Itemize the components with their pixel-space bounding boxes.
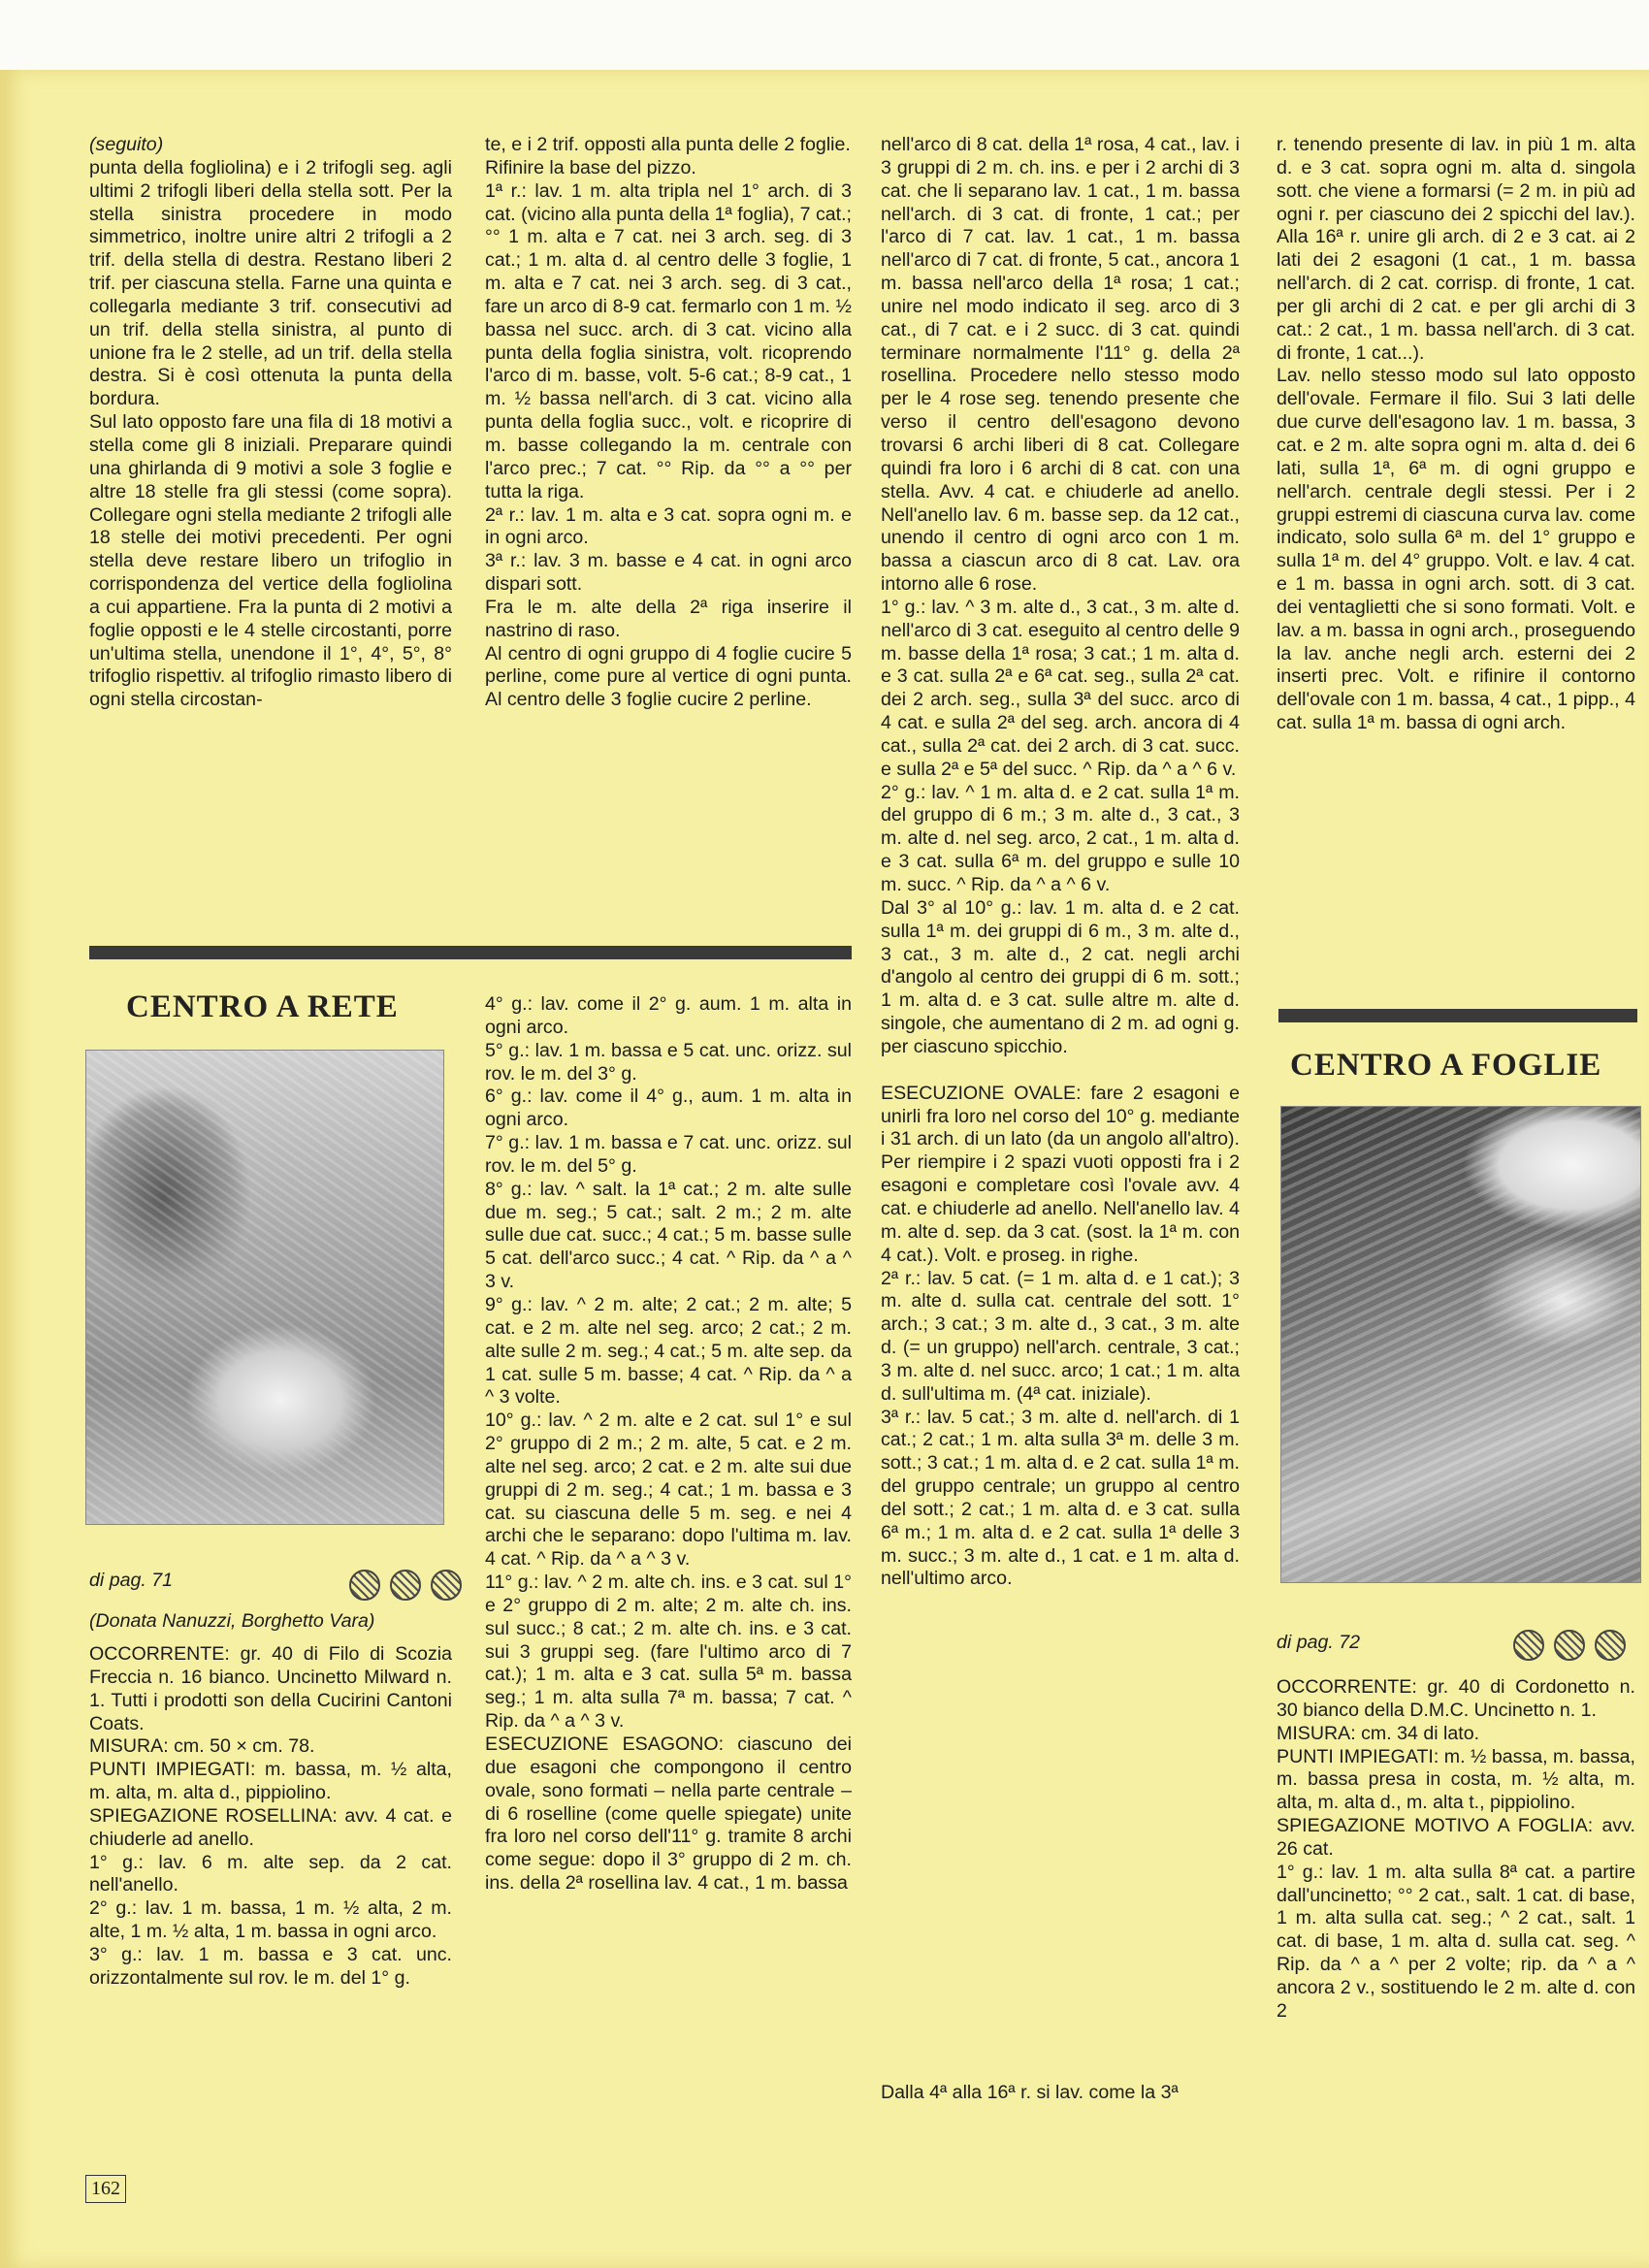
paragraph: 3° g.: lav. 1 m. bassa e 3 cat. unc. orizzontalmente sul rov. le m. del 1° g.	[89, 1943, 452, 1989]
paragraph: Al centro di ogni gruppo di 4 foglie cucire 5 perline, come pure al vertice di ogni punta. Al centro delle 3 foglie cucire 2 perline.	[485, 642, 852, 711]
section-rule	[89, 946, 852, 959]
paragraph: 5° g.: lav. 1 m. bassa e 5 cat. unc. orizz. sul rov. le m. del 3° g.	[485, 1039, 852, 1085]
paragraph: te, e i 2 trif. opposti alla punta delle 2 foglie.	[485, 134, 851, 155]
continuation-column-2	[485, 134, 852, 712]
centro-rete-rounds	[485, 993, 852, 2157]
paragraph: 1° g.: lav. ^ 3 m. alte d., 3 cat., 3 m. alte d. nell'arco di 3 cat. eseguito al centro delle 9 m. basse della 1ª rosa; 3 cat.; 1 m. alta d. e 3 cat. sulla 2ª e 6ª cat. seg., sulla 2ª cat. dei 2 arch. seg., sulla 3ª del succ. arco di 4 cat. e sulla 2ª del seg. arch. ancora di 4 cat., sulla 2ª cat. dei 2 arch. di 3 cat. succ. e sulla 2ª e 5ª del succ. ^ Rip. da ^ a ^ 6 v.	[881, 596, 1240, 780]
centro-rete-instructions	[89, 1643, 452, 2167]
centro-foglie-instructions	[1277, 1676, 1635, 2171]
paragraph: Lav. nello stesso modo sul lato opposto dell'ovale. Fermare il filo. Sui 3 lati delle due curve dell'esagono lav. 1 m. bassa, 3 cat. e 2 m. alte sopra ogni m. alta d. dei 6 lati, sulla 1ª, 6ª m. di ogni gruppo e nell'arch. centrale degli stessi. Per i 2 gruppi estremi di ciascuna curva lav. come indicato, solo sulla 6ª m. del 1° gruppo e sulla 1ª m. del 4° gruppo. Volt. e lav. 4 cat. e 1 m. bassa in ogni arch. sott. di 3 cat. dei ventaglietti che si sono formati. Volt. e lav. a m. bassa in ogni arch., proseguendo la lav. anche negli arch. esterni dei 2 inserti prec. Volt. e rifinire il contorno dell'ovale con 1 m. bassa, 4 cat., 1 pipp., 4 cat. sulla 1ª m. bassa di ogni arch.	[1277, 365, 1635, 734]
paragraph: 6° g.: lav. come il 4° g., aum. 1 m. alta in ogni arco.	[485, 1085, 852, 1131]
paragraph: 9° g.: lav. ^ 2 m. alte; 2 cat.; 2 m. alte; 5 cat. e 2 m. alte nel seg. arco; 2 cat.; 2 m. alte sulle 2 m. seg.; 4 cat.; 5 m. alte sep. da 1 cat. sulle 5 m. basse; 4 cat. ^ Rip. da ^ a ^ 3 volte.	[485, 1293, 852, 1409]
page-reference: di pag. 72	[1277, 1632, 1361, 1653]
paragraph: 10° g.: lav. ^ 2 m. alte e 2 cat. sul 1° e sul 2° gruppo di 2 m.; 2 m. alte, 5 cat. e 2 m. alte nel seg. arco; 2 cat. e 2 m. alte sui due gruppi di 2 m. seg.; 4 cat.; 1 m. bassa e 3 cat. su ciascuna delle 5 m. seg. e nei 4 archi che le separano: dopo l'ultima m. lav. 4 cat. ^ Rip. da ^ a ^ 3 v.	[485, 1409, 852, 1571]
paragraph: SPIEGAZIONE ROSELLINA: avv. 4 cat. e chiuderle ad anello.	[89, 1804, 452, 1850]
continuation-column-1	[89, 134, 452, 712]
section-title-centro-a-rete: CENTRO A RETE	[126, 989, 399, 1024]
section-rule	[1278, 1009, 1637, 1022]
hexagon-column-end	[881, 2082, 1240, 2105]
section-title-centro-a-foglie: CENTRO A FOGLIE	[1290, 1048, 1602, 1083]
paragraph: nell'arco di 8 cat. della 1ª rosa, 4 cat., lav. i 3 gruppi di 2 m. ch. ins. e per i 2 archi di 3 cat. che li separano lav. 1 cat., 1 m. bassa nell'arch. di 3 cat. di fronte, 1 cat.; per l'arco di 7 cat. lav. 1 cat., 1 m. bassa nell'arco di 7 cat. di fronte, 5 cat., ancora 1 m. bassa nell'arco della 1ª rosa; 1 cat.; unire nel modo indicato il seg. arco di 3 cat., di 7 cat. e i 2 succ. di 3 cat. quindi terminare normalmente l'11° g. della 2ª rosellina. Procedere nello stesso modo per le 4 rose seg. tenendo presente che verso il centro dell'esagono devono trovarsi 6 archi liberi di 8 cat. Collegare quindi fra loro i 6 archi di 8 cat. con una stella. Avv. 4 cat. e chiuderle ad anello. Nell'anello lav. 6 m. basse sep. da 12 cat., unendo il centro di ogni arco con 1 m. bassa a ciascun arco di 8 cat. Lav. ora intorno alle 6 rose.	[881, 134, 1240, 596]
paragraph: ESECUZIONE ESAGONO: ciascuno dei due esagoni che compongono il centro ovale, sono formati – nella parte centrale – di 6 roselline (come quelle spiegate) unite fra loro nel corso dell'11° g. tramite 8 archi come segue: dopo il 3° gruppo di 2 m. ch. ins. della 2ª rosellina lav. 4 cat., 1 m. bassa	[485, 1733, 852, 1895]
ball-of-yarn-icon	[1554, 1630, 1585, 1661]
difficulty-rating	[1513, 1630, 1626, 1661]
paragraph: 8° g.: lav. ^ salt. la 1ª cat.; 2 m. alte sulle due m. seg.; 5 cat.; salt. 2 m.; 2 m. alte sulle due cat. succ.; 4 cat.; 5 m. basse sulle 5 cat. dell'arco succ.; 4 cat. ^ Rip. da ^ a ^ 3 v.	[485, 1178, 852, 1293]
doily-photo	[85, 1050, 444, 1525]
paragraph: r. tenendo presente di lav. in più 1 m. alta d. e 3 cat. sopra ogni m. alta d. singola sott. che viene a formarsi (= 2 m. in più ad ogni r. per ciascuno dei 2 spicchi del lav.). Alla 16ª r. unire gli arch. di 2 e 3 cat. ai 2 lati dei 2 esagoni (1 cat., 1 m. bassa nell'arch. di 2 cat. corrisp. di fronte, 1 cat. per gli archi di 2 cat. e per gli archi di 3 cat.: 2 cat., 1 m. bassa nell'arch. di 3 cat. di fronte, 1 cat...).	[1277, 134, 1635, 364]
oval-column	[1277, 134, 1635, 968]
paragraph: Dalla 4ª alla 16ª r. si lav. come la 3ª	[881, 2082, 1179, 2103]
page-reference: di pag. 71	[89, 1570, 174, 1591]
ball-of-yarn-icon	[431, 1570, 462, 1601]
paragraph: 1° g.: lav. 6 m. alte sep. da 2 cat. nell'anello.	[89, 1851, 452, 1896]
paragraph: Dal 3° al 10° g.: lav. 1 m. alta d. e 2 cat. sulla 1ª m. dei gruppi di 6 m., 3 m. alte d., 3 cat., 3 m. alte d., 2 cat. negli archi d'angolo al centro dei gruppi di 6 m. sott.; 1 m. alta d. e 3 cat. sulle altre m. alte d. singole, che aumentano di 2 m. ad ogni g. per ciascuno spicchio.	[881, 896, 1240, 1057]
paragraph: Rifinire la base del pizzo.	[485, 156, 696, 178]
paragraph: punta della fogliolina) e i 2 trifogli seg. agli ultimi 2 trifogli liberi della stella sott. Per la stella sinistra procedere in modo simmetrico, inoltre unire altri 2 trifogli a 2 trif. della stella di destra. Restano liberi 2 trif. per ciascuna stella. Farne una quinta e collegarla mediante 3 trif. consecutivi ad un trif. della stella sinistra, al punto di unione fra le 2 stelle, ad un trif. della stella destra. Si è così ottenuta la punta della bordura.	[89, 156, 452, 410]
paragraph: 2ª r.: lav. 1 m. alta e 3 cat. sopra ogni m. e in ogni arco.	[485, 503, 852, 549]
paragraph: 1° g.: lav. 1 m. alta sulla 8ª cat. a partire dall'uncinetto; °° 2 cat., salt. 1 cat. di base, 1 m. alta sulla cat. seg.; ^ 2 cat., salt. 1 cat. di base, 1 m. alta d. sulla cat. seg. ^ Rip. da ^ a ^ per 2 volte; rip. da ^ a ^ ancora 2 v., sostituendo le 2 m. alte d. con 2	[1277, 1861, 1635, 2022]
paragraph: PUNTI IMPIEGATI: m. ½ bassa, m. bassa, m. bassa presa in costa, m. ½ alta, m. alta, m. alta d., m. alta t., pippiolino.	[1277, 1745, 1635, 1814]
hexagon-column	[881, 134, 1240, 1590]
paragraph: OCCORRENTE: gr. 40 di Cordonetto n. 30 bianco della D.M.C. Uncinetto n. 1.	[1277, 1676, 1635, 1721]
paragraph: 1ª r.: lav. 1 m. alta tripla nel 1° arch. di 3 cat. (vicino alla punta della 1ª foglia), 7 cat.; °° 1 m. alta e 7 cat. nei 3 arch. seg. di 3 cat.; 1 m. alta d. al centro delle 3 foglie, 1 m. alta e 7 cat. nei 3 arch. seg. di 3 cat., fare un arco di 8-9 cat. fermarlo con 1 m. ½ bassa nel succ. arch. di 3 cat. vicino alla punta della foglia sinistra, volt. ricoprendo l'arco di m. basse, volt. 5-6 cat.; 8-9 cat., 1 m. ½ bassa nell'arch. di 3 cat. vicino alla punta della foglia succ., volt. e ricoprire di m. basse collegando la m. centrale con l'arco prec.; 7 cat. °° Rip. da °° a °° per tutta la riga.	[485, 179, 852, 502]
paragraph: MISURA: cm. 50 × cm. 78.	[89, 1735, 315, 1758]
paragraph: 3ª r.: lav. 3 m. basse e 4 cat. in ogni arco dispari sott.	[485, 550, 852, 596]
seguito-label: (seguito)	[89, 134, 164, 155]
paragraph: OCCORRENTE: gr. 40 di Filo di Scozia Freccia n. 16 bianco. Uncinetto Milward n. 1. Tutti i prodotti son della Cucirini Cantoni Coats.	[89, 1643, 452, 1734]
paragraph: 11° g.: lav. ^ 2 m. alte ch. ins. e 3 cat. sul 1° e 2° gruppo di 2 m. alte; 2 m. alte ch. ins. sul succ.; 8 cat.; 2 m. alte ch. ins. e 3 cat. sui 3 gruppi seg. (fare l'ultimo arco di 7 cat.); 1 m. alta e 3 cat. sulla 5ª m. bassa seg.; 1 m. alta sulla 7ª m. bassa; 7 cat. ^ Rip. da ^ a ^ 3 v.	[485, 1571, 852, 1733]
ball-of-yarn-icon	[390, 1570, 421, 1601]
paragraph: 2ª r.: lav. 5 cat. (= 1 m. alta d. e 1 cat.); 3 m. alte d. sulla cat. centrale del sott. 1° arch.; 3 cat.; 3 m. alte d., 3 cat., 3 m. alte d. (= un gruppo) nell'arch. centrale, 3 cat.; 3 m. alte d. nel succ. arco; 1 cat.; 1 m. alta d. sull'ultima m. (4ª cat. iniziale).	[881, 1267, 1240, 1405]
paragraph: Sul lato opposto fare una fila di 18 motivi a stella come gli 8 iniziali. Preparare quindi una ghirlanda di 9 motivi a sole 3 foglie e altre 18 stelle fra gli stessi (come sopra). Collegare ogni stella mediante 2 trifogli alle 18 stelle dei motivi precedenti. Per ogni stella deve restare libero un trifoglio in corrispondenza del vertice della fogliolina a cui appartiene. Fra la punta di 2 motivi a foglie opposti e le 4 stelle circostanti, porre un'ultima stella, unendone il 1°, 4°, 5°, 8° trifoglio rispettiv. al trifoglio rimasto libero di ogni stella circostan-	[89, 411, 452, 711]
paragraph: ESECUZIONE OVALE: fare 2 esagoni e unirli fra loro nel corso del 10° g. mediante i 31 arch. di un lato (da un angolo all'altro). Per riempire i 2 spazi vuoti opposti fra i 2 esagoni e completare così l'ovale avv. 4 cat. e chiuderle ad anello. Nell'anello lav. 4 m. alte d. sep. da 3 cat. (sost. la 1ª m. con 4 cat.). Volt. e proseg. in righe.	[881, 1082, 1240, 1266]
ball-of-yarn-icon	[1513, 1630, 1544, 1661]
paragraph: 2° g.: lav. ^ 1 m. alta d. e 2 cat. sulla 1ª m. del gruppo di 6 m.; 3 m. alte d., 3 cat., 3 m. alte d. nel seg. arco, 2 cat., 1 m. alta d. e 3 cat. sulla 6ª m. del gruppo e sulle 10 m. succ. ^ Rip. da ^ a ^ 6 v.	[881, 781, 1240, 895]
paragraph: SPIEGAZIONE MOTIVO A FOGLIA: avv. 26 cat.	[1277, 1815, 1635, 1860]
page-number: 162	[85, 2175, 126, 2203]
credit-line: (Donata Nanuzzi, Borghetto Vara)	[89, 1610, 375, 1632]
paragraph: 2° g.: lav. 1 m. bassa, 1 m. ½ alta, 2 m. alte, 1 m. ½ alta, 1 m. bassa in ogni arco.	[89, 1897, 452, 1943]
ball-of-yarn-icon	[349, 1570, 380, 1601]
difficulty-rating	[349, 1570, 462, 1601]
paragraph: MISURA: cm. 34 di lato.	[1277, 1722, 1480, 1744]
paragraph: Fra le m. alte della 2ª riga inserire il nastrino di raso.	[485, 596, 852, 641]
leaf-doily-photo	[1280, 1106, 1641, 1583]
paragraph: 3ª r.: lav. 5 cat.; 3 m. alte d. nell'arch. di 1 cat.; 2 cat.; 1 m. alta sulla 3ª m. delle 3 m. sott.; 3 cat.; 1 m. alta d. e 2 cat. sulla 1ª m. del gruppo centrale; un gruppo al centro del sott.; 2 cat.; 1 m. alta d. e 3 cat. sulla 6ª m.; 1 m. alta d. e 2 cat. sulla 1ª delle 3 m. succ.; 3 m. alte d., 1 cat. e 1 m. alta d. nell'ultimo arco.	[881, 1406, 1240, 1590]
scan-margin	[0, 0, 1649, 70]
paragraph: 4° g.: lav. come il 2° g. aum. 1 m. alta in ogni arco.	[485, 993, 852, 1038]
paragraph: PUNTI IMPIEGATI: m. bassa, m. ½ alta, m. alta, m. alta d., pippiolino.	[89, 1759, 452, 1804]
paragraph: 7° g.: lav. 1 m. bassa e 7 cat. unc. orizz. sul rov. le m. del 5° g.	[485, 1132, 852, 1177]
ball-of-yarn-icon	[1595, 1630, 1626, 1661]
